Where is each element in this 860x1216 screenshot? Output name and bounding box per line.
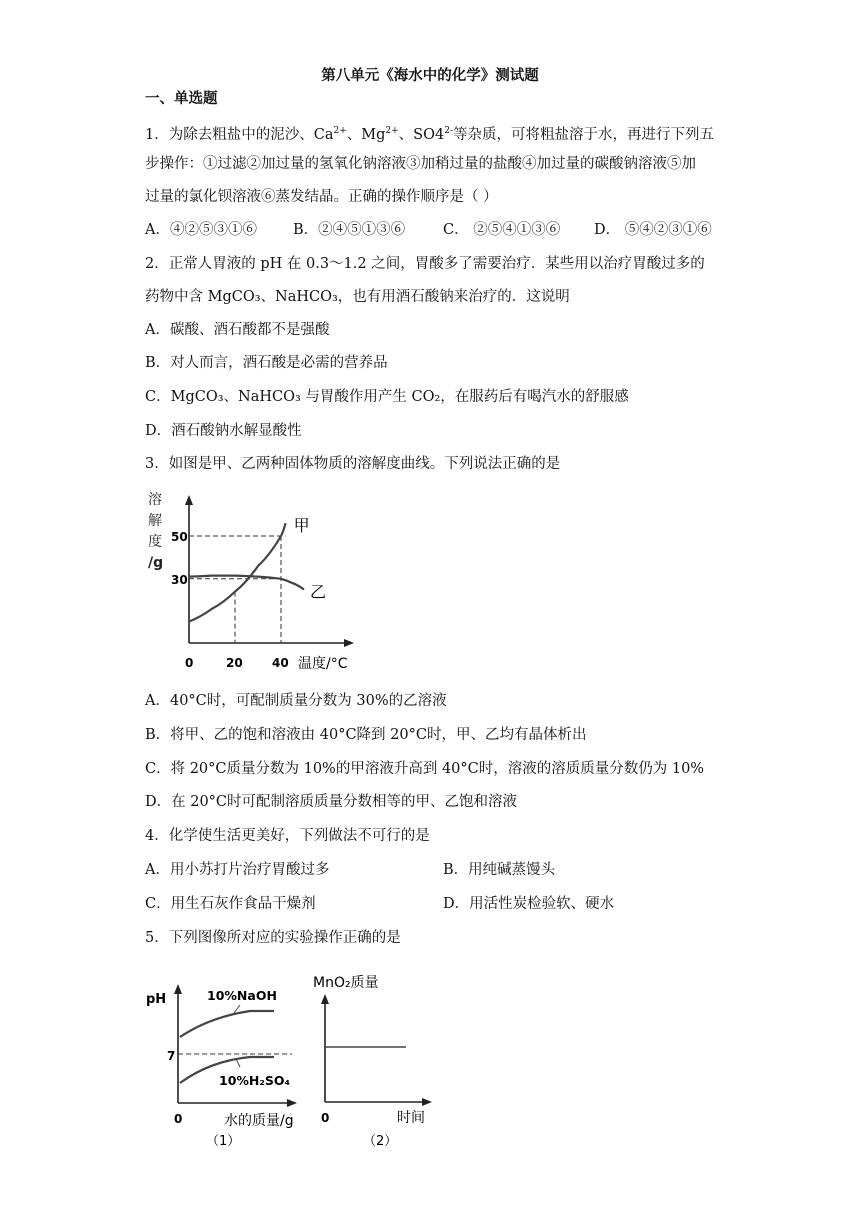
q2-line1: 2．正常人胃液的 pH 在 0.3～1.2 之间，胃酸多了需要治疗．某些用以治疗胃酸过多的 [145,256,705,272]
x-axis-label: 时间 [397,1110,425,1126]
x-axis-arrow [344,639,354,647]
series-label: 甲 [293,516,310,536]
q1-option-c: C． ②⑤④①③⑥ [443,222,561,238]
q1-line3: 过量的氯化钡溶液⑥蒸发结晶。正确的操作顺序是（ ） [145,189,498,205]
solubility-chart [140,488,370,678]
series-label: 乙 [310,582,327,602]
q1-option-b: B．②④⑤①③⑥ [293,222,406,238]
q1-option-a: A．④②⑤③①⑥ [145,222,257,238]
chart-caption: （2） [363,1134,398,1149]
q3-option-c: C．将 20°C质量分数为 10%的甲溶液升高到 40°C时，溶液的溶质质量分数仍为 10% [145,761,705,777]
series-line-naoh [180,1011,274,1037]
q4-option-c: C．用生石灰作食品干燥剂 [145,896,316,912]
y-axis-arrow [174,984,182,994]
y-tick-label: 30 [171,572,188,587]
x-tick-label: 0 [321,1111,330,1125]
series-label: 10%H₂SO₄ [219,1073,290,1088]
y-axis-arrow [185,495,193,505]
q2-line2: 药物中含 MgCO₃、NaHCO₃，也有用酒石酸钠来治疗的．这说明 [145,289,570,305]
y-axis-label: pH [146,992,167,1007]
q2-option-a: A．碳酸、酒石酸都不是强酸 [145,322,330,338]
q2-option-c: C．MgCO₃、NaHCO₃ 与胃酸作用产生 CO₂，在服药后有喝汽水的舒服感 [145,389,629,405]
y-tick-label: 50 [171,530,188,544]
q5-stem: 5．下列图像所对应的实验操作正确的是 [145,930,401,946]
q2-option-b: B．对人而言，酒石酸是必需的营养品 [145,355,388,371]
q2-option-d: D．酒石酸钠水解显酸性 [145,423,302,439]
q4-stem: 4．化学使生活更美好，下列做法不可行的是 [145,828,430,844]
mno2-chart [305,965,455,1150]
y-axis-label: 度 [148,534,162,550]
q1-line2: 步操作：①过滤②加过量的氢氧化钠溶液③加稍过量的盐酸④加过量的碳酸钠溶液⑤加 [145,156,696,172]
q3-option-a: A．40°C时，可配制质量分数为 30%的乙溶液 [145,693,447,709]
x-tick-label: 40 [272,656,289,670]
section-heading: 一、单选题 [145,91,218,107]
q3-option-d: D．在 20°C时可配制溶质质量分数相等的甲、乙饱和溶液 [145,794,518,810]
x-axis-arrow [422,1098,432,1106]
q3-stem: 3．如图是甲、乙两种固体物质的溶解度曲线。下列说法正确的是 [145,456,561,472]
q1-line1: 1．为除去粗盐中的泥沙、$Ca^{2+}$、$Mg^{2+}$、$SO4^{2-}$等杂质，可将粗盐溶于水，再进行下列五 [145,126,714,143]
y-axis-label: MnO₂质量 [313,975,379,991]
page-title: 第八单元《海水中的化学》测试题 [321,68,539,84]
x-tick-label: 0 [185,656,194,670]
y-axis-arrow [321,994,329,1004]
y-axis-label: 解 [148,513,162,529]
chart-caption: （1） [206,1134,241,1149]
series-line-yi [189,576,304,590]
q4-option-d: D．用活性炭检验软、硬水 [443,896,615,912]
x-tick-label: 20 [226,656,243,670]
y-tick-label: 7 [167,1049,176,1063]
x-axis-label: 温度/°C [298,656,348,672]
ph-chart [140,975,315,1150]
series-label: 10%NaOH [207,988,277,1003]
q4-option-a: A．用小苏打片治疗胃酸过多 [145,862,330,878]
q3-option-b: B．将甲、乙的饱和溶液由 40°C降到 20°C时，甲、乙均有晶体析出 [145,727,587,743]
x-axis-label: 水的质量/g [224,1113,294,1129]
leader-line [236,1059,240,1067]
leader-line [234,1005,240,1013]
y-axis-label: /g [148,555,164,571]
y-axis-label: 溶 [148,492,162,508]
series-line-jia [189,523,286,621]
x-axis-arrow [287,1099,297,1107]
q1-option-d: D． ⑤④②③①⑥ [594,222,712,238]
q4-option-b: B．用纯碱蒸馒头 [443,862,556,878]
x-tick-label: 0 [174,1112,183,1126]
